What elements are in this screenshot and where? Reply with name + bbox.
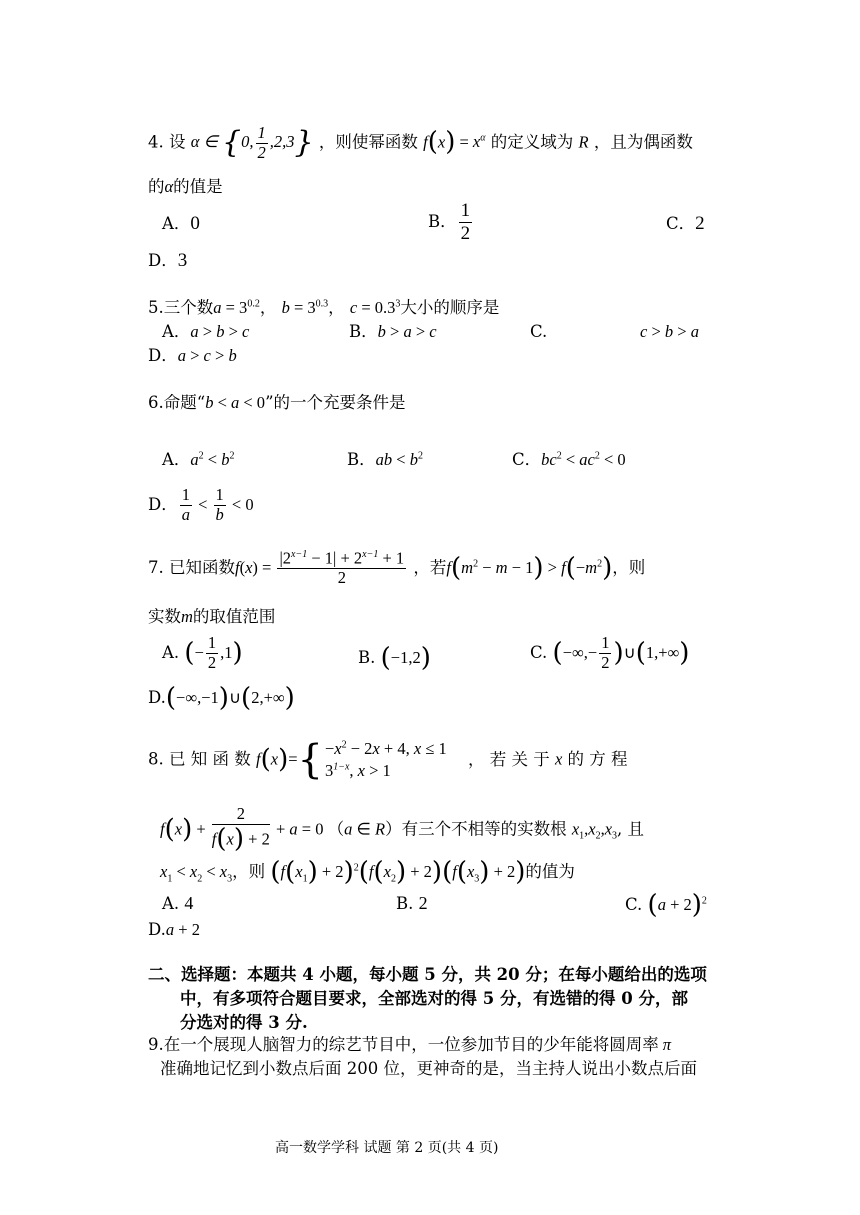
q4-stem-line1: 4. 设 α ∈ {0, $\frac{1}{2}$ ,2,3} ，则使幂函数 $f(x) = x^\alpha$ 的定义域为 R ，且为偶函数 (148, 123, 693, 162)
q4-option-b: B． $\frac{1}{2}$ (428, 200, 471, 244)
q6-option-a: A．$a^2 < b^2$ (162, 450, 235, 469)
q5-stem: 5.三个数$a = 3^{0.2}$， $b = 3^{0.3}$， $c = 0.3^3$大小的顺序是 (148, 298, 500, 317)
q6-stem: 6.命题“b < a < 0”的一个充要条件是 (148, 393, 406, 412)
q7-option-b: B. (−1,2) (358, 643, 431, 673)
q5-option-d: D．a > c > b (148, 346, 237, 365)
q8-option-d: D.a + 2 (148, 920, 200, 939)
q4-option-a: A．0 (162, 213, 200, 234)
q9-stem-line2: 准确地记忆到小数点后面 200 位，更神奇的是，当主持人说出小数点后面 (160, 1059, 697, 1078)
q8-stem-line3: $x_1 < x_2 < x_3$，则 $(f(x_1) + 2)^2(f(x_2) + 2)(f(x_3) + 2)$的值为 (160, 857, 575, 887)
q5-option-c: c > b > a (640, 322, 699, 341)
q4-option-d: D．3 (148, 250, 188, 271)
q4-stem-line2: 的α的值是 (148, 177, 223, 196)
q8-stem-line2: f(x) + $\frac{2}{f(x) + 2}$ + a = 0 （a ∈ R）有三个不相等的实数根 $x_1,x_2,x_3$, 且 (160, 804, 645, 854)
q7-option-d: D.(−∞,−1)∪(2,+∞) (148, 683, 295, 713)
q8-option-c: C. $(a + 2)^2$ (625, 890, 707, 920)
q5-option-a: A．a > b > c (162, 322, 250, 341)
q8-stem-line1: 8. 已 知 函 数 f(x)={ $-x^2 - 2x + 4$, x ≤ 1 $3^{1-x}$, x > 1 ， 若 关 于 x 的 方 程 (148, 737, 628, 783)
q4-option-c: C．2 (666, 213, 705, 234)
q9-stem-line1: 9.在一个展现人脑智力的综艺节目中，一位参加节目的少年能将圆周率 π (148, 1035, 672, 1054)
q7-option-c: C. (−∞,− $\frac{1}{2}$ )∪(1,+∞) (530, 633, 690, 672)
section2-heading-line2: 中，有多项符合题目要求，全部选对的得 5 分，有选错的得 0 分，部 (180, 989, 688, 1008)
q7-stem-line1: 7. 已知函数f(x) = $\frac{|2^{x-1} - 1| + 2^{x-1} + 1}{2}$ ，若$f(m^2 - m - 1) > f(-m^2)$，则 (148, 548, 646, 588)
q7-stem-line2: 实数m的取值范围 (148, 607, 276, 626)
q5-option-c-label: C. (530, 322, 548, 341)
q6-option-d: D． $\frac{1}{a}$ < $\frac{1}{b}$ < 0 (148, 485, 254, 524)
q4-alpha-set: α ∈ {0, $\frac{1}{2}$ ,2,3} (190, 123, 314, 162)
q4-stem-b: ，则使幂函数 (318, 132, 418, 152)
q6-option-b: B．ab < $b^2$ (347, 450, 423, 469)
q5-option-b: B．b > a > c (349, 322, 437, 341)
q4-stem-a: 4. 设 (148, 132, 186, 152)
page-footer: 高一数学学科 试题 第 2 页(共 4 页) (275, 1140, 499, 1156)
q6-option-c: C．$bc^2 < ac^2 < 0$ (512, 450, 626, 469)
q8-option-b: B. 2 (396, 893, 428, 913)
section2-heading-line1: 二、选择题：本题共 4 小题，每小题 5 分，共 20 分；在每小题给出的选项 (148, 965, 707, 984)
q7-option-a: A. (− $\frac{1}{2}$ ,1) (162, 633, 243, 672)
section2-heading-line3: 分选对的得 3 分. (180, 1013, 308, 1032)
q4-stem-c: 的定义域为 (490, 132, 574, 152)
q4-power-function: f (423, 132, 428, 152)
q8-option-a: A. 4 (162, 893, 194, 913)
q4-stem-d: ，且为偶函数 (593, 132, 693, 152)
